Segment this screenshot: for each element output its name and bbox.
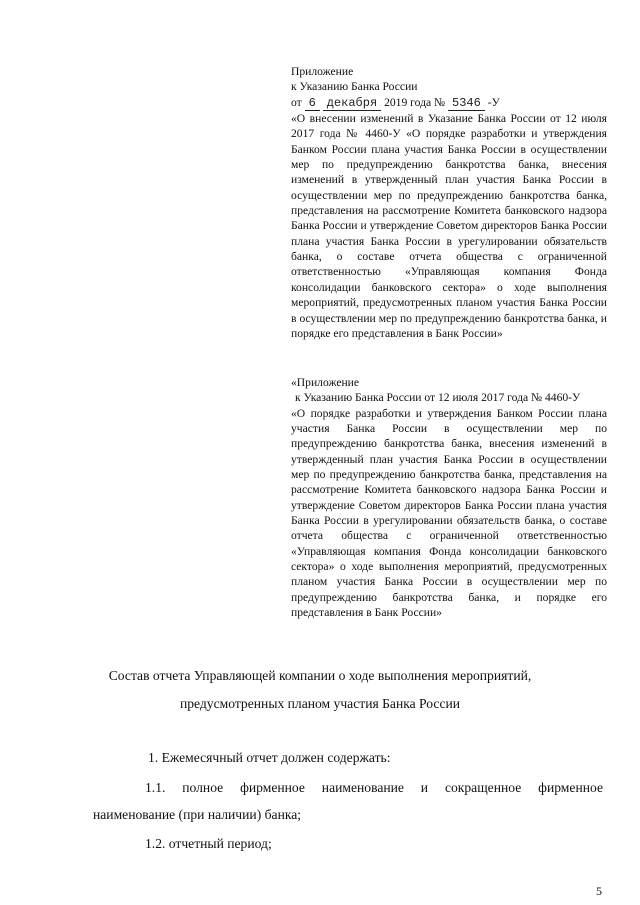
appendix-label: Приложение bbox=[291, 65, 354, 78]
appendix-reference: к Указанию Банка России bbox=[291, 80, 418, 94]
paragraph-item-1-2: 1.2. отчетный период; bbox=[145, 836, 272, 851]
original-appendix-header bbox=[291, 375, 607, 621]
date-prefix: от bbox=[291, 95, 302, 109]
paragraph-item-1-1: 1.1. полное фирменное наименование и сокращенное фирменное bbox=[145, 780, 603, 795]
handwritten-day: 6 bbox=[305, 96, 320, 111]
paragraph-item-1-1-cont: наименование (при наличии) банка; bbox=[93, 807, 302, 822]
appendix-date-line bbox=[291, 95, 607, 111]
handwritten-number: 5346 bbox=[448, 96, 485, 111]
appendix-body: «О внесении изменений в Указание Банка России от 12 июля 2017 года № 4460-У «О порядке разработки и утверждения Банком России плана участия Банка России в осуществлении мер по предупреждению банкротства банка, внесения изменений в утвержденный план участия Банка России в осуществлении мер по предупреждению банкротства банка, представления на рассмотрение Комитета банковского надзора Банка России и утверждение Советом директоров Банка России плана участия Банка России в урегулировании обязательств банка, о составе отчета общества с ограниченной ответственностью «Управляющая компания Фонда консолидации банковского сектора» о ходе выполнения мероприятий, предусмотренных планом участия Банка России в осуществлении мер по предупреждению банкротства банка, и порядке его представления в Банк России» bbox=[291, 112, 607, 340]
date-suffix: -У bbox=[487, 95, 500, 109]
original-appendix-reference: к Указанию Банка России от 12 июля 2017 года № 4460-У bbox=[295, 391, 581, 405]
section-title-line2: предусмотренных планом участия Банка России bbox=[179, 696, 461, 711]
date-year: 2019 года № bbox=[384, 95, 446, 109]
page-number: 5 bbox=[596, 884, 602, 898]
handwritten-month: декабря bbox=[323, 96, 381, 111]
section-title-line1: Состав отчета Управляющей компании о ходе выполнения мероприятий, bbox=[108, 668, 532, 683]
original-appendix-body: «О порядке разработки и утверждения Банком России плана участия Банка России в осуществлении мер по предупреждению банкротства банка, внесения изменений в утвержденный план участия Банка России в осуществлении мер по предупреждению банкротства банка, представления на рассмотрение Комитета банковского надзора Банка России и утверждение Советом директоров Банка России плана участия Банка России в урегулировании обязательств банка, о составе отчета общества с ограниченной ответственностью «Управляющая компания Фонда консолидации банковского сектора» о ходе выполнения мероприятий, предусмотренных планом участия Банка России в осуществлении мер по предупреждению банкротства банка, и порядке его представления в Банк России» bbox=[291, 406, 607, 620]
appendix-header bbox=[291, 64, 607, 341]
paragraph-item-1: 1. Ежемесячный отчет должен содержать: bbox=[148, 750, 391, 765]
original-appendix-label: «Приложение bbox=[291, 376, 360, 389]
